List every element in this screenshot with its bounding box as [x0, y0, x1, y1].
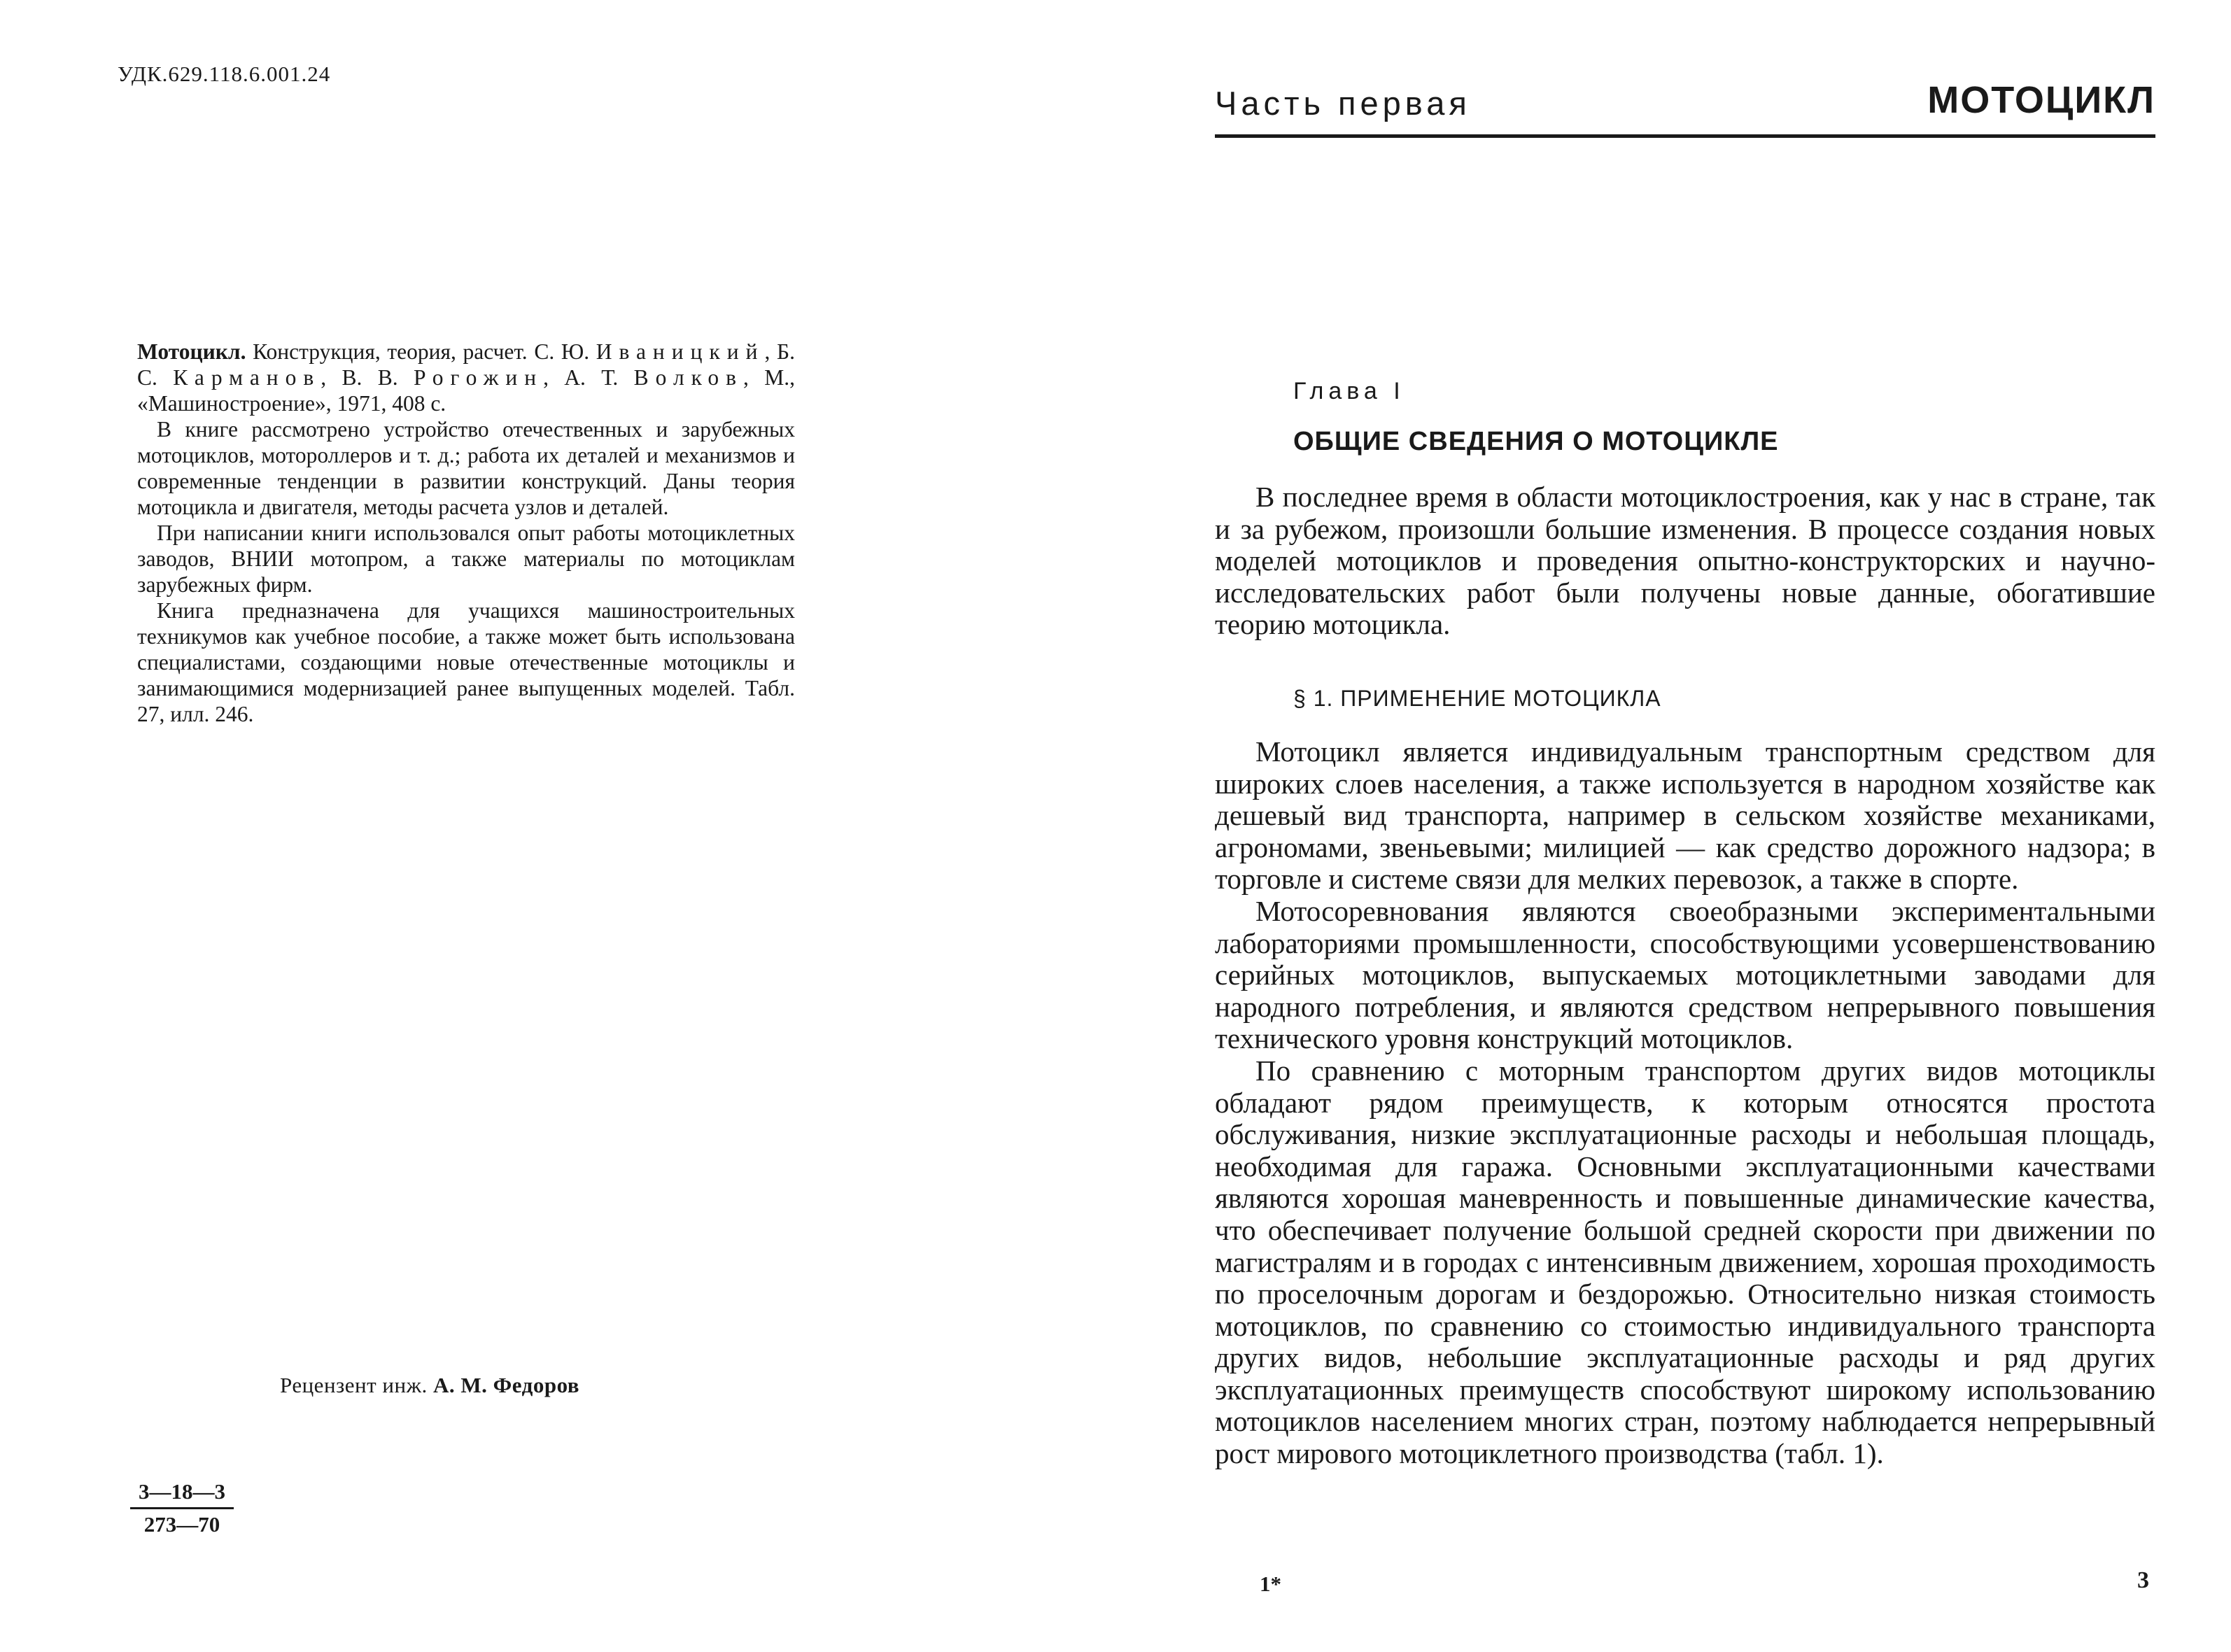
reviewer-label: Рецензент инж.	[280, 1373, 434, 1397]
running-head	[1215, 78, 2155, 138]
author-1: Иваницкий	[596, 339, 765, 364]
chapter-title: ОБЩИЕ СВЕДЕНИЯ О МОТОЦИКЛЕ	[1293, 427, 1779, 456]
section-title: § 1. ПРИМЕНЕНИЕ МОТОЦИКЛА	[1293, 686, 1661, 711]
code-numerator: 3—18—3	[139, 1479, 225, 1504]
author-2: Карманов	[173, 365, 321, 390]
intro-paragraph: В последнее время в области мотоциклостроения, как у нас в стране, так и за рубежом, произошли большие изменения. В процессе создания новых моделей мотоциклов и проведения опытно-конструкторских и научно-исследовательских работ были получены новые данные, обогатившие теорию мотоцикла.	[1215, 481, 2155, 641]
body-paragraph: Мотосоревнования являются своеобразными экспериментальными лабораториями промышленности, способствующими усовершенствованию серийных мотоциклов, выпускаемых мотоциклетными заводами для народного потребления, и являются средством непрерывного повышения технического уровня конструкций мотоциклов.	[1215, 894, 2155, 1055]
author-3: Рогожин	[414, 365, 544, 390]
publication-code	[126, 1476, 238, 1540]
code-denominator: 273—70	[143, 1512, 220, 1537]
bib-text-4: , А. Т.	[543, 365, 634, 390]
section-body	[1215, 736, 2155, 1470]
body-paragraph: По сравнению с моторным транспортом других видов мотоциклы обладают рядом преимуществ, к которым относятся простота обслуживания, низкие эксплуатационные расходы и небольшая площадь, необходимая для гаража. Основными эксплуатационными качествами являются хорошая маневренность и повышенные динамические качества, что обеспечивает получение большой средней скорости при движении по магистралям и в городах с интенсивным движением, хорошая проходимость по проселочным дорогам и бездорожью. Относительно низкая стоимость мотоциклов, по сравнению со стоимостью индивидуального транспорта других видов, небольшие эксплуатационные расходы и ряд других эксплуатационных преимуществ способствуют широкому использованию мотоциклов населением многих стран, поэтому наблюдается непрерывный рост мирового мотоциклетного производства (табл. 1).	[1215, 1054, 2155, 1470]
bib-text-2: , Б. С.	[137, 339, 795, 390]
annotation-paragraph: В книге рассмотрено устройство отечественных и зарубежных мотоциклов, мотороллеров и т. д.; работа их деталей и механизмов и современные тенденции в развитии конструкций. Даны теория мотоцикла и двигателя, методы расчета узлов и деталей.	[137, 417, 795, 519]
right-page	[1116, 0, 2231, 1652]
chapter-label: Глава I	[1293, 378, 1405, 404]
bib-text-1: Конструкция, теория, расчет. С. Ю.	[246, 339, 596, 364]
bib-text-3: , В. В.	[321, 365, 414, 390]
bibliographic-entry	[137, 339, 795, 416]
udk-code: УДК.629.118.6.001.24	[118, 62, 331, 86]
annotation-paragraph: Книга предназначена для учащихся машиностроительных техникумов как учебное пособие, а также может быть использована специалистами, создающими новые отечественные мотоциклы и занимающимися модернизацией ранее выпущенных моделей. Табл. 27, илл. 246.	[137, 598, 795, 726]
author-4: Волков	[633, 365, 744, 390]
reviewer	[280, 1373, 579, 1398]
reviewer-name: А. М. Федоров	[433, 1373, 580, 1397]
annotation-paragraph: При написании книги использовался опыт работы мотоциклетных заводов, ВНИИ мотопром, а также материалы по мотоциклам зарубежных фирм.	[137, 521, 795, 597]
book-title: Мотоцикл.	[137, 339, 246, 364]
part-title: МОТОЦИКЛ	[1927, 79, 2155, 121]
chapter-intro	[1215, 481, 2155, 641]
signature-mark: 1*	[1260, 1572, 1281, 1596]
page-number: 3	[2137, 1567, 2149, 1593]
body-paragraph: Мотоцикл является индивидуальным транспортным средством для широких слоев населения, а также используется в народном хозяйстве как дешевый вид транспорта, например в сельском хозяйстве механиками, агрономами, звеньевыми; милицией — как средство дорожного надзора; в торговле и системе связи для мелких перевозок, а также в спорте.	[1215, 735, 2155, 896]
part-label: Часть первая	[1215, 85, 1471, 122]
annotation	[137, 339, 795, 727]
bib-text-5: , М., «Машиностроение», 1971, 408 с.	[137, 365, 796, 416]
